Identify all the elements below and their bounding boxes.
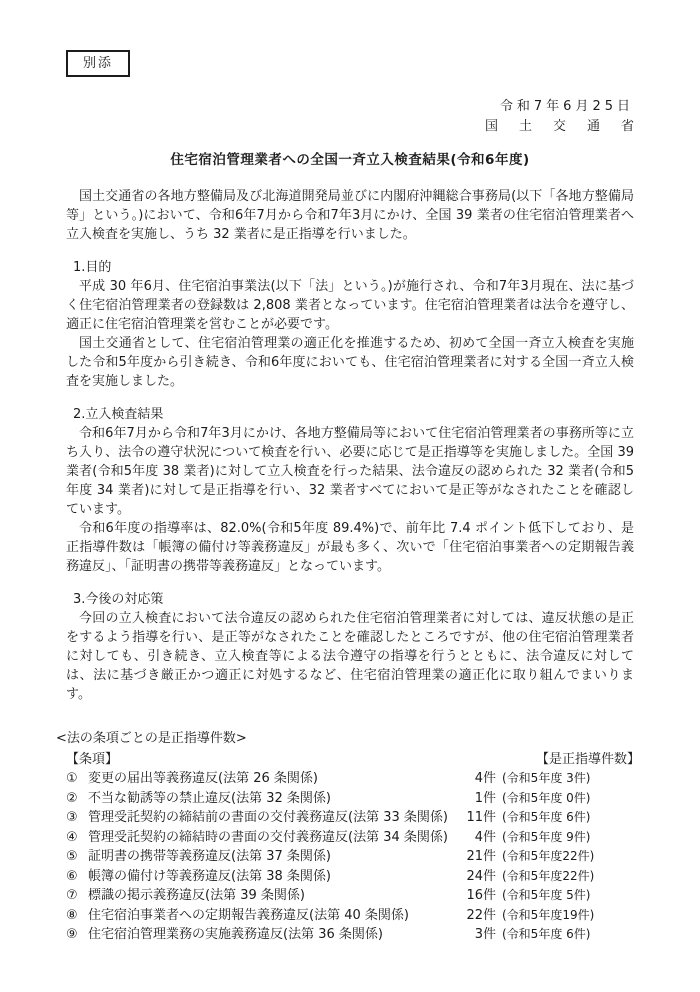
item-number: ①	[66, 771, 78, 786]
item-number: ⑤	[66, 849, 78, 864]
violation-row	[66, 925, 634, 945]
violation-label: 住宅宿泊事業者への定期報告義務違反(法第 40 条関係)	[88, 907, 409, 923]
violation-row	[66, 847, 634, 867]
item-number: ②	[66, 790, 78, 806]
violation-count: 21件	[466, 849, 496, 864]
previous-year-count: (令和5年度22件)	[502, 849, 595, 863]
violation-row	[66, 828, 634, 848]
section-future-measures	[66, 590, 634, 704]
item-number: ⑦	[66, 888, 78, 903]
section-2-paragraph-2: 令和6年度の指導率は、82.0%(令和5年度 89.4%)で、前年比 7.4 ポイント低下しており、是正指導件数は「帳簿の備付け等義務違反」が最も多く、次いで「住宅宿泊事業者への定期報告義務違反」、「証明書の携帯等義務違反」となっています。	[66, 521, 634, 574]
section-2-paragraph-1: 令和6年7月から令和7年3月にかけ、各地方整備局等において住宅宿泊管理業者の事務所等に立ち入り、法令の遵守状況について検査を行い、必要に応じて是正指導等を実施しました。全国 39 業者(令和5年度 38 業者)に対して立入検査を行った結果、法令違反の認められた 32 業者(令和5年度 34 業者)に対して是正指導を行い、32 業者すべてにおいて是正等がなされたことを確認しています。	[66, 426, 634, 517]
document-date: 令和7年6月25日	[499, 99, 634, 114]
section-1-heading: 1.目的	[73, 260, 112, 275]
violation-label: 管理受託契約の締結前の書面の交付義務違反(法第 33 条関係)	[88, 810, 448, 825]
previous-year-count: (令和5年度 6件)	[502, 927, 591, 941]
violation-count: 1件	[474, 790, 496, 806]
violation-label: 住宅宿泊管理業務の実施義務違反(法第 36 条関係)	[88, 927, 383, 942]
item-number: ⑥	[66, 868, 78, 884]
section-2-heading: 2.立入検査結果	[73, 407, 164, 422]
violation-label: 不当な勧誘等の禁止違反(法第 32 条関係)	[88, 790, 331, 806]
item-number: ⑧	[66, 907, 78, 923]
violation-count: 16件	[466, 888, 496, 903]
section-3-paragraph-1: 今回の立入検査において法令違反の認められた住宅宿泊管理業者に対しては、違反状態の是正をするよう指導を行い、是正等がなされたことを確認したところですが、他の住宅宿泊管理業者に対しても、引き続き、立入検査等による法令遵守の指導を行うとともに、法令違反に対しては、法に基づき厳正かつ適正に対処するなど、住宅宿泊管理業の適正化に取り組んでまいります。	[66, 611, 634, 702]
violation-count-list	[56, 729, 640, 945]
column-header-count: 【是正指導件数】	[535, 752, 640, 767]
violation-label: 標識の掲示義務違反(法第 39 条関係)	[88, 888, 305, 903]
list-title: <法の条項ごとの是正指導件数>	[56, 731, 247, 746]
violation-count: 22件	[466, 907, 496, 923]
section-1-paragraph-2: 国土交通省として、住宅宿泊管理業の適正化を推進するため、初めて全国一斉立入検査を実施した令和5年度から引き続き、令和6年度においても、住宅宿泊管理業者に対する全国一斉立入検査を実施しました。	[66, 336, 634, 389]
attachment-label-box	[66, 50, 130, 77]
violation-count: 3件	[474, 927, 496, 942]
document-header-right	[66, 97, 655, 137]
violation-label: 変更の届出等義務違反(法第 26 条関係)	[88, 771, 318, 786]
violation-row	[66, 808, 634, 828]
section-inspection-results	[66, 405, 634, 576]
column-header-clause: 【条項】	[66, 752, 119, 767]
violation-row	[66, 769, 634, 789]
violation-count: 4件	[474, 829, 496, 845]
violation-count: 24件	[466, 868, 496, 884]
item-number: ④	[66, 829, 78, 845]
document-title: 住宅宿泊管理業者への全国一斉立入検査結果(令和6年度)	[170, 152, 530, 168]
previous-year-count: (令和5年度19件)	[502, 907, 595, 922]
previous-year-count: (令和5年度 0件)	[502, 790, 591, 805]
previous-year-count: (令和5年度 9件)	[502, 829, 591, 844]
violation-label: 証明書の携帯等義務違反(法第 37 条関係)	[88, 849, 331, 864]
section-1-paragraph-1: 平成 30 年6月、住宅宿泊事業法(以下「法」という。)が施行され、令和7年3月現在、法に基づく住宅宿泊管理業者の登録数は 2,808 業者となっています。住宅宿泊管理業者は法令を遵守し、適正に住宅宿泊管理業を営むことが必要です。	[66, 279, 634, 332]
item-number: ③	[66, 810, 78, 825]
previous-year-count: (令和5年度 5件)	[502, 888, 591, 902]
violation-row	[66, 789, 634, 809]
list-column-headers	[66, 750, 640, 769]
section-purpose	[66, 258, 634, 391]
violation-row	[66, 906, 634, 926]
violation-label: 管理受託契約の締結時の書面の交付義務違反(法第 34 条関係)	[88, 829, 448, 845]
item-number: ⑨	[66, 927, 78, 942]
previous-year-count: (令和5年度22件)	[502, 868, 595, 883]
violation-label: 帳簿の備付け等義務違反(法第 38 条関係)	[88, 868, 331, 884]
issuing-organization: 国土交通省	[484, 119, 655, 134]
previous-year-count: (令和5年度 6件)	[502, 810, 591, 824]
violation-row	[66, 886, 634, 906]
violation-row	[66, 867, 634, 887]
section-3-heading: 3.今後の対応策	[73, 592, 164, 607]
previous-year-count: (令和5年度 3件)	[502, 771, 591, 785]
intro-paragraph: 国土交通省の各地方整備局及び北海道開発局並びに内閣府沖縄総合事務局(以下「各地方整備局等」という。)において、令和6年7月から令和7年3月にかけ、全国 39 業者の住宅宿泊管理業者へ立入検査を実施し、うち 32 業者に是正指導を行いました。	[66, 189, 634, 242]
violation-count: 11件	[466, 810, 496, 825]
violation-count: 4件	[474, 771, 496, 786]
attachment-label: 別添	[83, 56, 114, 71]
